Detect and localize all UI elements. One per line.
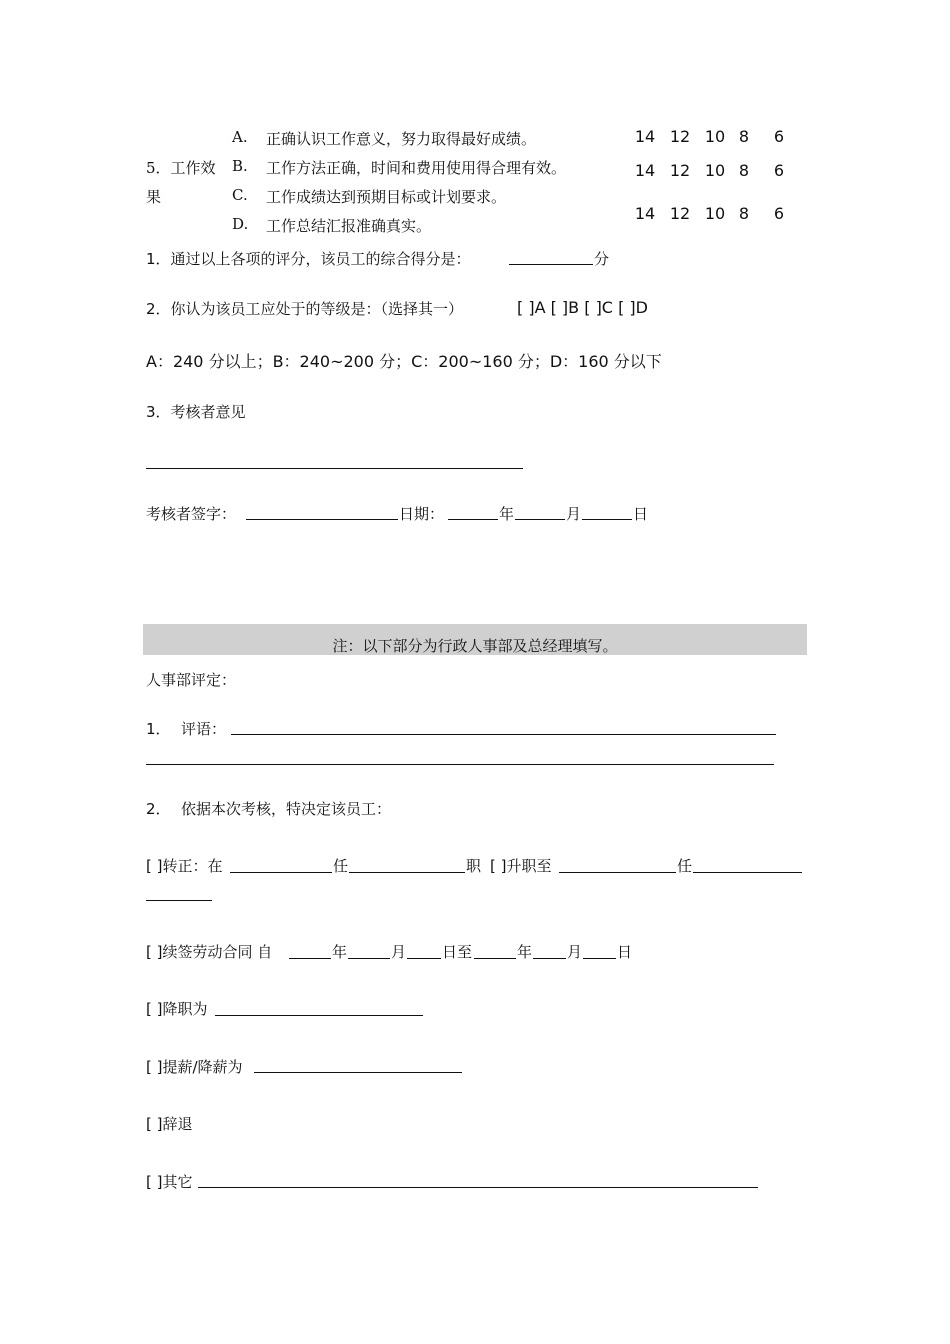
renew-contract-option[interactable]: [ ]续签劳动合同 自 xyxy=(146,943,273,961)
confirm-option[interactable]: [ ]转正：在 xyxy=(146,857,223,875)
renew-day-to-label: 日至 xyxy=(442,943,473,961)
grade-choices[interactable]: [ ]A [ ]B [ ]C [ ]D xyxy=(517,298,648,317)
item5-option-c-text: 工作成绩达到预期目标或计划要求。 xyxy=(266,188,507,206)
renew-from-month-label: 月 xyxy=(391,943,407,961)
promote-ren-label: 任 xyxy=(677,857,693,875)
note-banner xyxy=(143,624,807,655)
item5-option-a-text: 正确认识工作意义，努力取得最好成绩。 xyxy=(266,130,537,148)
renew-from-day-field[interactable] xyxy=(407,958,441,959)
promote-dept-field[interactable] xyxy=(559,872,676,873)
total-score-field[interactable] xyxy=(509,264,593,265)
promote-position-field-cont[interactable] xyxy=(146,900,212,901)
confirm-dept-field[interactable] xyxy=(230,872,332,873)
date-month-label: 月 xyxy=(566,505,582,523)
date-day-label: 日 xyxy=(633,505,649,523)
comment-label: 评语： xyxy=(181,720,227,738)
decision-label: 依据本次考核，特决定该员工： xyxy=(181,800,392,818)
item5-option-d-letter: D. xyxy=(232,215,249,233)
score-cell: 8 xyxy=(738,204,750,223)
score-cell: 14 xyxy=(634,204,656,223)
score-cell: 10 xyxy=(704,161,726,180)
item5-option-c-letter: C. xyxy=(232,186,248,204)
renew-from-year-label: 年 xyxy=(332,943,348,961)
demote-position-field[interactable] xyxy=(215,1015,423,1016)
renew-to-month-field[interactable] xyxy=(533,958,566,959)
grade-question: 2．你认为该员工应处于的等级是：（选择其一） xyxy=(146,300,464,318)
promote-position-field[interactable] xyxy=(693,872,802,873)
item5-label-line2: 果 xyxy=(146,188,162,206)
score-cell: 6 xyxy=(773,204,785,223)
renew-to-day-field[interactable] xyxy=(583,958,616,959)
confirm-ren-label: 任 xyxy=(333,857,349,875)
date-year-field[interactable] xyxy=(448,519,498,520)
score-cell: 12 xyxy=(669,127,691,146)
renew-to-month-label: 月 xyxy=(567,943,583,961)
reviewer-opinion-label: 3．考核者意见 xyxy=(146,403,246,421)
confirm-position-field[interactable] xyxy=(349,872,465,873)
total-score-unit: 分 xyxy=(594,250,610,268)
score-cell: 14 xyxy=(634,127,656,146)
confirm-zhi-label: 职 xyxy=(466,857,482,875)
reviewer-sign-field[interactable] xyxy=(246,519,398,520)
salary-amount-field[interactable] xyxy=(254,1072,462,1073)
score-cell: 12 xyxy=(669,161,691,180)
item5-option-b-text: 工作方法正确，时间和费用使用得合理有效。 xyxy=(266,159,567,177)
demote-option[interactable]: [ ]降职为 xyxy=(146,1000,208,1018)
score-cell: 6 xyxy=(773,127,785,146)
other-option[interactable]: [ ]其它 xyxy=(146,1173,193,1191)
grade-scale: A：240 分以上；B：240~200 分；C：200~160 分；D：160 分以下 xyxy=(146,352,662,371)
item5-option-d-text: 工作总结汇报准确真实。 xyxy=(266,217,432,235)
salary-option[interactable]: [ ]提薪/降薪为 xyxy=(146,1058,243,1076)
item5-option-b-letter: B. xyxy=(232,157,248,175)
comment-field-line2[interactable] xyxy=(146,764,774,765)
total-score-question: 1．通过以上各项的评分，该员工的综合得分是： xyxy=(146,250,471,268)
score-cell: 10 xyxy=(704,204,726,223)
promote-option[interactable]: [ ]升职至 xyxy=(490,857,552,875)
renew-to-year-field[interactable] xyxy=(474,958,516,959)
comment-number: 1． xyxy=(146,720,171,738)
item5-option-a-letter: A. xyxy=(232,128,248,146)
note-text: 注：以下部分为行政人事部及总经理填写。 xyxy=(332,637,618,655)
date-month-field[interactable] xyxy=(515,519,565,520)
comment-field-line1[interactable] xyxy=(231,734,776,735)
reviewer-sign-label: 考核者签字： xyxy=(146,505,237,523)
renew-from-year-field[interactable] xyxy=(289,958,331,959)
other-detail-field[interactable] xyxy=(198,1187,758,1188)
date-label: 日期： xyxy=(399,505,445,523)
renew-from-month-field[interactable] xyxy=(348,958,390,959)
hr-section-title: 人事部评定： xyxy=(146,671,237,689)
score-cell: 6 xyxy=(773,161,785,180)
item5-label-line1: 5．工作效 xyxy=(146,159,216,177)
score-cell: 12 xyxy=(669,204,691,223)
decision-number: 2． xyxy=(146,800,171,818)
dismiss-option[interactable]: [ ]辞退 xyxy=(146,1115,193,1133)
score-cell: 14 xyxy=(634,161,656,180)
score-cell: 8 xyxy=(738,127,750,146)
renew-to-year-label: 年 xyxy=(517,943,533,961)
score-cell: 10 xyxy=(704,127,726,146)
date-day-field[interactable] xyxy=(582,519,632,520)
renew-to-day-label: 日 xyxy=(617,943,633,961)
date-year-label: 年 xyxy=(499,505,515,523)
reviewer-opinion-field[interactable] xyxy=(146,468,523,469)
score-cell: 8 xyxy=(738,161,750,180)
